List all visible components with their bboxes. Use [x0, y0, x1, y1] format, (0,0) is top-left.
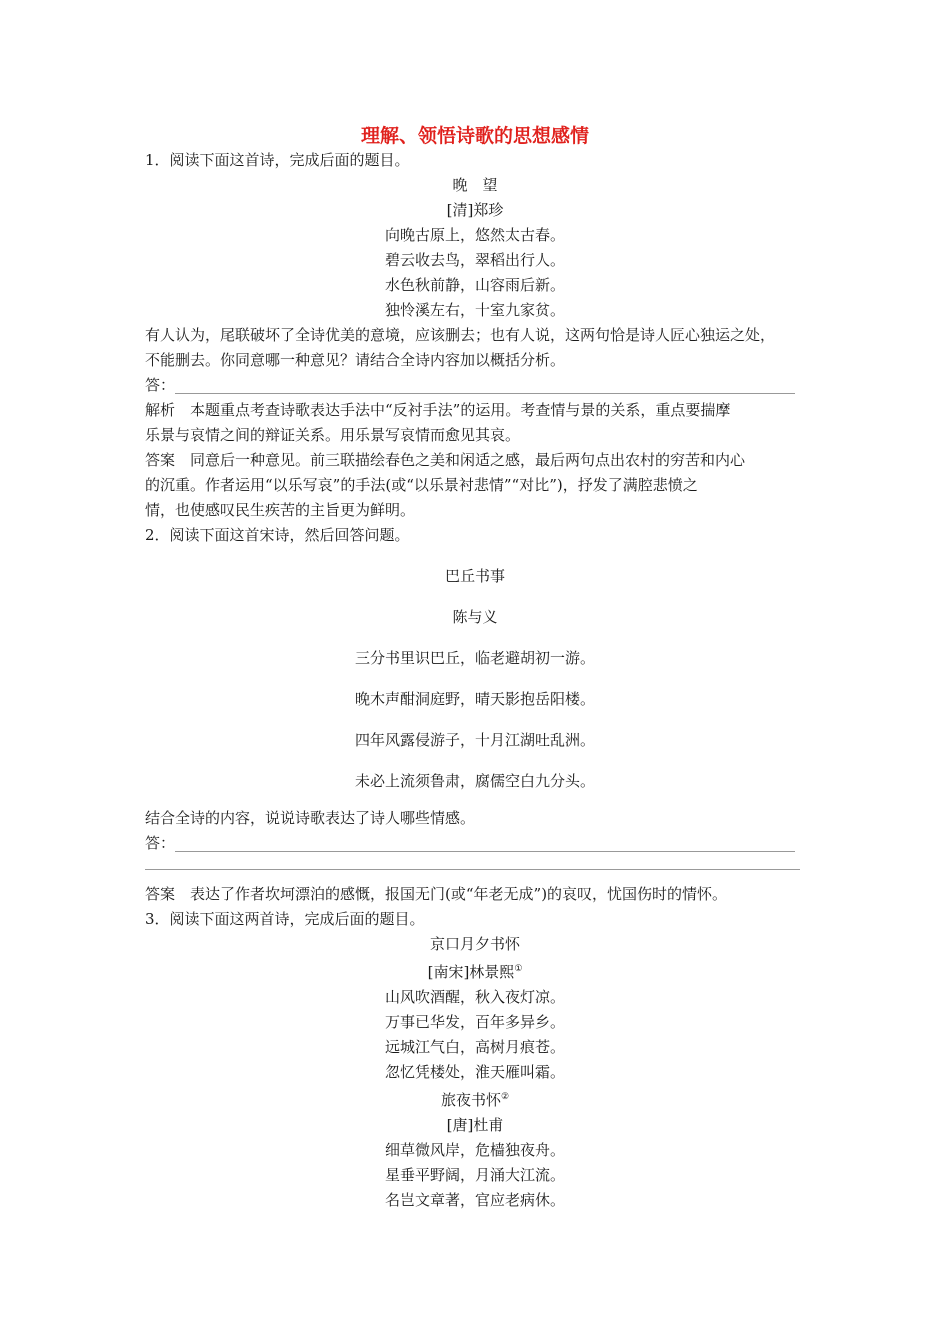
q3-poem1-title: 京口月夕书怀: [429, 935, 520, 953]
answer-underline: [175, 837, 795, 852]
q1-answer: 情，也使感叹民生疾苦的主旨更为鲜明。: [145, 501, 416, 519]
q3-poem1-author: [145, 957, 805, 985]
footnote-marker: ②: [500, 1092, 510, 1102]
q2-poem-title: 巴丘书事: [444, 567, 505, 585]
q1-answer-field[interactable]: [145, 373, 805, 398]
q2-answer: 答案 表达了作者坎坷漂泊的感慨，报国无门(或“年老无成”)的哀叹，忧国伤时的情怀。: [145, 885, 728, 903]
q1-author: [清]郑珍: [446, 201, 504, 219]
q1-poem-line: 向晚古原上，悠然太古春。: [384, 226, 565, 244]
q3-poem1-line: 忽忆凭楼处，淮天雁叫霜。: [384, 1063, 565, 1081]
answer-underline: [175, 379, 795, 394]
q3-poem2-title: [145, 1085, 805, 1113]
q3-prompt: 3．阅读下面这两首诗，完成后面的题目。: [145, 910, 425, 928]
answer-underline-full[interactable]: [145, 856, 800, 870]
q1-analysis: 乐景与哀情之间的辩证关系。用乐景写哀情而愈见其哀。: [145, 426, 521, 444]
q2-poem-line: 三分书里识巴丘，临老避胡初一游。: [354, 649, 595, 667]
q3-poem2-line: 细草微风岸，危樯独夜舟。: [384, 1141, 565, 1159]
q2-question: 结合全诗的内容，说说诗歌表达了诗人哪些情感。: [145, 809, 476, 827]
q1-analysis: 解析 本题重点考查诗歌表达手法中“反衬手法”的运用。考查情与景的关系，重点要揣摩: [145, 401, 731, 419]
q3-poem2-author: [唐]杜甫: [446, 1116, 504, 1134]
q3-poem2-line: 名岂文章著，官应老病休。: [384, 1191, 565, 1209]
q2-author: 陈与义: [452, 608, 498, 626]
q3-poem1-line: 远城江气白，高树月痕苍。: [384, 1038, 565, 1056]
q2-prompt: 2．阅读下面这首宋诗，然后回答问题。: [145, 526, 410, 544]
q1-poem-line: 碧云收去鸟，翠稻出行人。: [384, 251, 565, 269]
q1-question: 有人认为，尾联破坏了全诗优美的意境，应该删去；也有人说，这两句恰是诗人匠心独运之处，: [145, 326, 776, 344]
page-title: 理解、领悟诗歌的思想感情: [360, 125, 589, 147]
q3-poem1-author-text: [南宋]林景熙: [427, 963, 515, 981]
document-page: [145, 122, 805, 1213]
answer-label: 答：: [145, 376, 176, 394]
q2-poem-line: 未必上流须鲁肃，腐儒空白九分头。: [354, 772, 595, 790]
q1-poem-title: 晚 望: [452, 176, 498, 194]
q1-question: 不能删去。你同意哪一种意见？请结合全诗内容加以概括分析。: [145, 351, 566, 369]
q1-prompt: 1．阅读下面这首诗，完成后面的题目。: [145, 151, 410, 169]
answer-label: 答：: [145, 834, 176, 852]
q1-poem-line: 水色秋前静，山容雨后新。: [384, 276, 565, 294]
q1-answer: 答案 同意后一种意见。前三联描绘春色之美和闲适之感，最后两句点出农村的穷苦和内心: [145, 451, 746, 469]
q3-poem1-line: 山风吹酒醒，秋入夜灯凉。: [384, 988, 565, 1006]
q3-poem2-line: 星垂平野阔，月涌大江流。: [384, 1166, 565, 1184]
q1-answer: 的沉重。作者运用“以乐写哀”的手法(或“以乐景衬悲情”“对比”)，抒发了满腔悲愤之: [145, 476, 698, 494]
q2-poem-line: 晚木声酣洞庭野，晴天影抱岳阳楼。: [354, 690, 595, 708]
q3-poem2-title-text: 旅夜书怀: [440, 1091, 501, 1109]
q2-poem-line: 四年风露侵游子，十月江湖吐乱洲。: [354, 731, 595, 749]
q2-answer-field[interactable]: [145, 831, 805, 856]
footnote-marker: ①: [514, 964, 523, 974]
q3-poem1-line: 万事已华发，百年多异乡。: [384, 1013, 565, 1031]
q1-poem-line: 独怜溪左右，十室九家贫。: [384, 301, 565, 319]
